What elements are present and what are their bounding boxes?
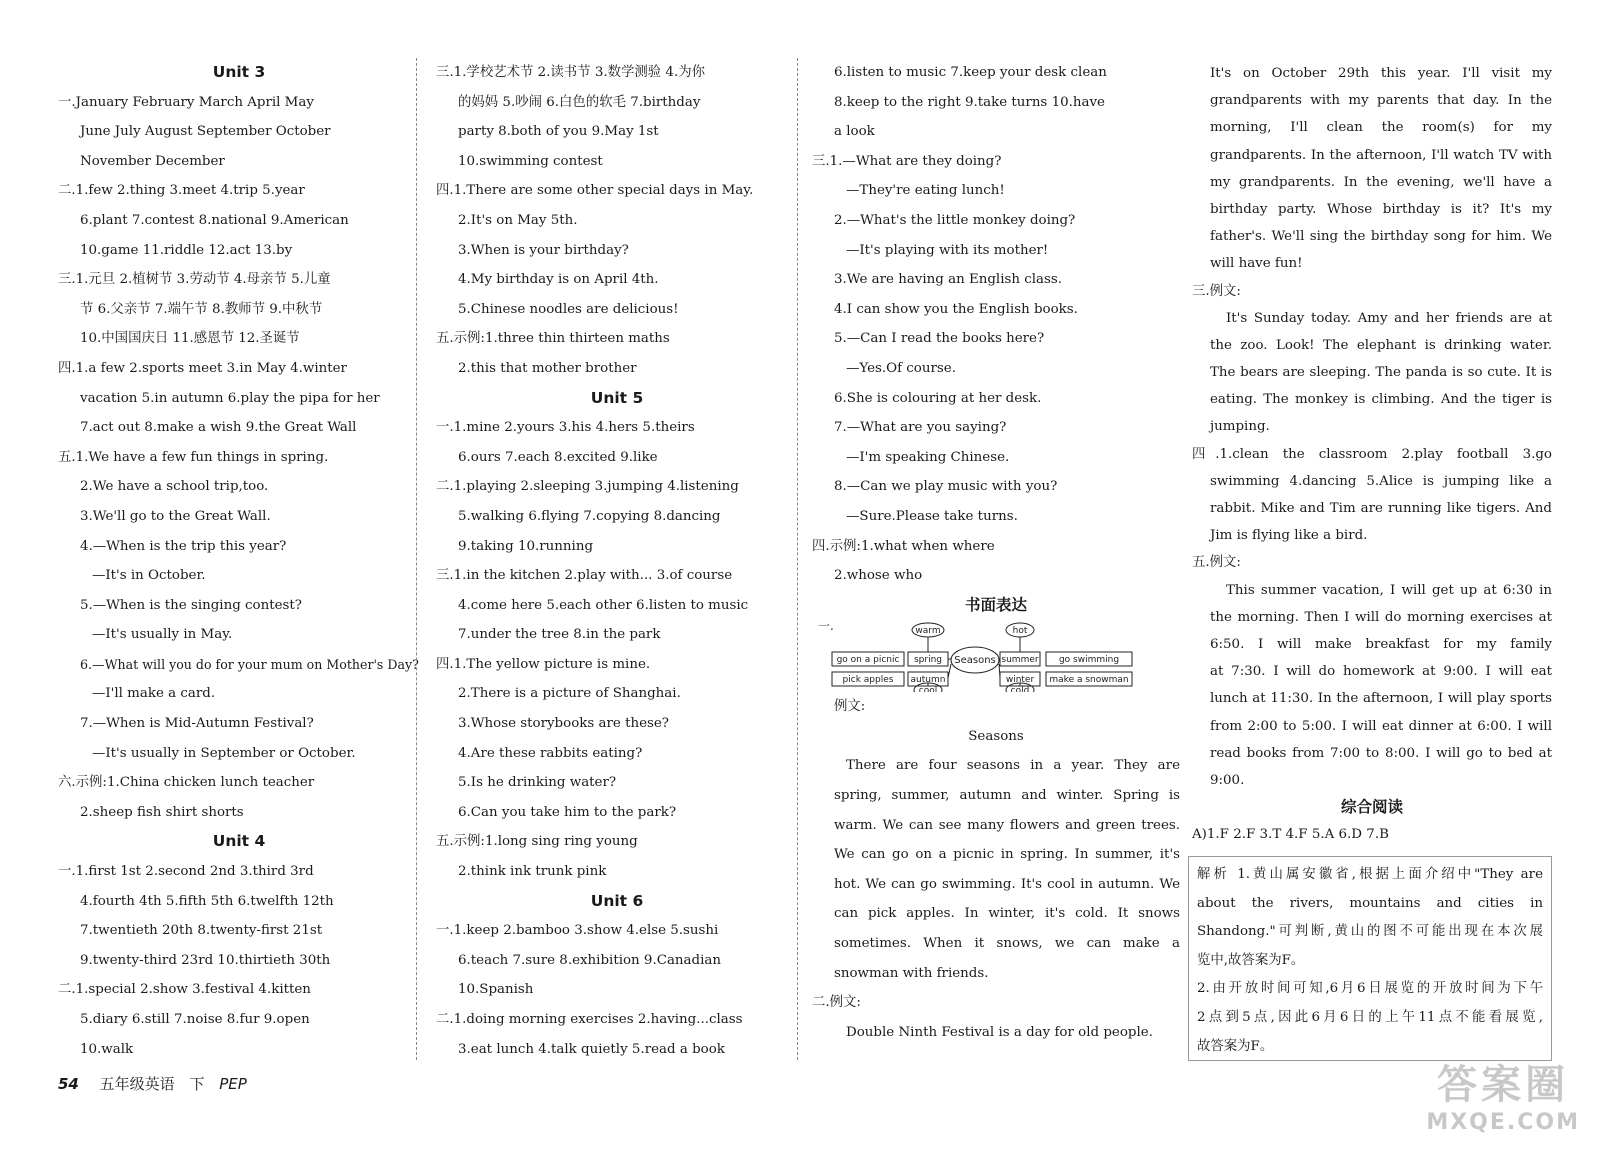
node-label: go swimming: [1058, 655, 1120, 666]
node-label: make a snowman: [1049, 675, 1129, 686]
answer-line: 四.1.There are some other special days in May.: [436, 183, 754, 199]
answer-line: 5.diary 6.still 7.noise 8.fur 9.open: [80, 1012, 310, 1027]
answer-line: 四.1.clean the classroom 2.play football 3.go: [1192, 446, 1552, 462]
column-1: [58, 58, 420, 1064]
node-label: autumn: [910, 675, 946, 686]
essay-line: father's. We'll sing the birthday song for him. We: [1210, 229, 1552, 245]
center-label: Seasons: [954, 655, 996, 667]
answer-line: Jim is flying like a bird.: [1210, 528, 1368, 544]
answer-line: 9.taking 10.running: [458, 538, 594, 554]
answer-line: 8.keep to the right 9.take turns 10.have: [834, 94, 1105, 110]
node-label: spring: [913, 655, 943, 666]
answer-line: 3.eat lunch 4.talk quietly 5.read a book: [458, 1041, 725, 1057]
answer-line: 8.—Can we play music with you?: [834, 479, 1058, 495]
answer-line: 4.fourth 4th 5.fifth 5th 6.twelfth 12th: [80, 893, 334, 909]
column-3: [812, 58, 1180, 1047]
answer-line: 6.listen to music 7.keep your desk clean: [834, 65, 1107, 80]
essay-line: The bears are sleeping. The panda is so cute. It is: [1210, 365, 1552, 381]
essay-line: 6:50. I will make breakfast for my family: [1210, 636, 1552, 652]
answer-line: 6.She is colouring at her desk.: [834, 390, 1042, 406]
answer-line: 二.1.playing 2.sleeping 3.jumping 4.listening: [436, 479, 739, 495]
answer-line: 10.中国国庆日 11.感恩节 12.圣诞节: [80, 331, 300, 347]
analysis-line: 2点到5点,因此6月6日的上午11点不能看展览,: [1197, 1009, 1543, 1025]
answer-line: 7.—What are you saying?: [834, 420, 1007, 436]
essay-line: morning, I'll clean the room(s) for my: [1210, 120, 1552, 136]
answer-line: —Sure.Please take turns.: [846, 508, 1018, 524]
unit-heading: Unit 5: [590, 388, 644, 407]
essay-line: This summer vacation, I will get up at 6:30 in: [1226, 582, 1552, 598]
answer-line: 5.—Can I read the books here?: [834, 331, 1045, 347]
essay-line: will have fun!: [1210, 256, 1303, 272]
answer-line: 10.swimming contest: [458, 153, 603, 169]
answer-line: November December: [80, 153, 225, 169]
book-title: 五年级英语: [99, 1075, 175, 1093]
essay-line: warm. We can see many flowers and green trees.: [834, 817, 1180, 833]
answer-line: —It's in October.: [92, 568, 206, 584]
answer-line: 五.示例:1.three thin thirteen maths: [436, 331, 670, 347]
answer-line: 5.Chinese noodles are delicious!: [458, 301, 679, 317]
answer-line: 四.1.a few 2.sports meet 3.in May 4.winter: [58, 360, 347, 376]
answer-line: 三.例文:: [1192, 283, 1241, 299]
answer-line: —Yes.Of course.: [846, 360, 956, 376]
column-2: [436, 58, 798, 1064]
answer-line: 6.plant 7.contest 8.national 9.American: [80, 212, 349, 228]
mind-map: [812, 620, 1180, 692]
essay-line: can pick apples. In winter, it's cold. It snows: [834, 906, 1180, 922]
answer-line: 2.think ink trunk pink: [458, 864, 607, 880]
node-label: cold: [1010, 686, 1030, 693]
unit-heading: Unit 4: [212, 832, 266, 851]
column-4: [1192, 60, 1552, 848]
answer-line: 6.Can you take him to the park?: [458, 804, 677, 820]
analysis-box: [1188, 856, 1552, 1061]
analysis-line: 解析 1.黄山属安徽省,根据上面介绍中"They are: [1197, 867, 1543, 882]
essay-line: the zoo. Look! The elephant is drinking water.: [1210, 337, 1552, 353]
answer-line: 3.Whose storybooks are these?: [458, 716, 669, 732]
essay-line: spring, summer, autumn and winter. Spring is: [834, 788, 1180, 804]
essay-line: grandparents. In the afternoon, I'll watch TV with: [1210, 147, 1552, 163]
essay-title: Seasons: [968, 728, 1024, 744]
answer-line: 一.1.mine 2.yours 3.his 4.hers 5.theirs: [436, 420, 695, 436]
answer-line: —It's playing with its mother!: [846, 242, 1049, 258]
answer-line: 2.sheep fish shirt shorts: [80, 804, 244, 820]
answer-line: rabbit. Mike and Tim are running like tigers. And: [1210, 501, 1552, 516]
column-divider: [416, 58, 417, 1060]
page-footer: [58, 1073, 247, 1094]
answer-line: 2.It's on May 5th.: [458, 212, 578, 228]
answer-line: 6.ours 7.each 8.excited 9.like: [458, 449, 658, 465]
answer-line: 10.game 11.riddle 12.act 13.by: [80, 242, 293, 258]
answer-line: 5.Is he drinking water?: [458, 775, 617, 791]
essay-line: grandparents with my parents that day. In the: [1210, 93, 1552, 109]
answer-line: 5.walking 6.flying 7.copying 8.dancing: [458, 508, 721, 524]
answer-line: 7.—When is Mid-Autumn Festival?: [80, 716, 314, 732]
answer-line: 7.twentieth 20th 8.twenty-first 21st: [80, 923, 323, 939]
answer-line: 4.Are these rabbits eating?: [458, 745, 643, 761]
watermark-logo: 答案圈: [1437, 1062, 1570, 1108]
answer-line: 二.例文:: [812, 995, 861, 1011]
essay-line: It's on October 29th this year. I'll visit my: [1210, 66, 1552, 81]
answer-line: —They're eating lunch!: [846, 183, 1005, 199]
answer-line: 3.When is your birthday?: [458, 242, 629, 258]
answer-line: —I'm speaking Chinese.: [846, 449, 1010, 465]
section-heading: 综合阅读: [1340, 798, 1403, 817]
answer-line: 7.under the tree 8.in the park: [458, 627, 661, 643]
answer-line: 二.1.few 2.thing 3.meet 4.trip 5.year: [58, 183, 305, 199]
essay-line: sometimes. When it snows, we can make a: [834, 936, 1180, 952]
answer-line: 3.We are having an English class.: [834, 272, 1063, 288]
answer-line: 三.1.in the kitchen 2.play with... 3.of course: [436, 568, 733, 584]
answer-line: 10.Spanish: [458, 982, 534, 998]
essay-line: snowman with friends.: [834, 965, 989, 981]
essay-line: lunch at 11:30. In the afternoon, I will play sports: [1210, 691, 1552, 707]
essay-line: the morning. Then I will do morning exercises at: [1210, 609, 1552, 625]
essay-line: read books from 7:00 to 8:00. I will go to bed at: [1210, 745, 1552, 761]
page-number: 54: [58, 1075, 79, 1093]
answer-line: a look: [834, 124, 875, 140]
answer-line: 5.—When is the singing contest?: [80, 597, 302, 613]
node-label: hot: [1012, 626, 1028, 637]
essay-line: birthday party. Whose birthday is it? It's my: [1210, 201, 1552, 217]
answer-line: —It's usually in May.: [92, 627, 233, 643]
essay-line: Double Ninth Festival is a day for old people.: [846, 1024, 1153, 1040]
book-edition: PEP: [219, 1075, 247, 1093]
answer-line: 7.act out 8.make a wish 9.the Great Wall: [80, 420, 357, 436]
answer-line: 6.teach 7.sure 8.exhibition 9.Canadian: [458, 952, 721, 968]
analysis-line: 览中,故答案为F。: [1197, 952, 1305, 968]
answer-line: 2.whose who: [834, 568, 923, 584]
analysis-line: Shandong."可判断,黄山的图不可能出现在本次展: [1197, 924, 1543, 940]
answer-line: 五.示例:1.long sing ring young: [436, 834, 638, 850]
answer-line: 9.twenty-third 23rd 10.thirtieth 30th: [80, 952, 331, 968]
answer-line: 三.1.学校艺术节 2.读书节 3.数学测验 4.为你: [436, 65, 705, 80]
answer-line: 二.1.doing morning exercises 2.having...class: [436, 1012, 743, 1027]
answer-line: 一.January February March April May: [58, 94, 314, 110]
answer-line: 2.this that mother brother: [458, 360, 637, 376]
section-heading: 书面表达: [964, 595, 1027, 614]
analysis-line: 2.由开放时间可知,6月6日展览的开放时间为下午: [1197, 981, 1543, 997]
analysis-line: about the rivers, mountains and cities in: [1197, 895, 1543, 911]
essay-line: We can go on a picnic in spring. In summer, it's: [834, 847, 1180, 863]
answer-line: 三.1.元旦 2.植树节 3.劳动节 4.母亲节 5.儿童: [58, 272, 331, 288]
essay-line: at 7:30. I will do homework at 9:00. I will eat: [1210, 664, 1552, 680]
answer-line: 2.There is a picture of Shanghai.: [458, 686, 681, 702]
answer-line: 一.1.first 1st 2.second 2nd 3.third 3rd: [58, 864, 314, 880]
answer-line: 10.walk: [80, 1041, 134, 1057]
answer-line: 2.—What's the little monkey doing?: [834, 212, 1076, 228]
node-label: summer: [1001, 655, 1039, 666]
answer-line: 4.come here 5.each other 6.listen to music: [458, 597, 749, 613]
answer-line: —I'll make a card.: [92, 686, 216, 702]
essay-line: hot. We can go swimming. It's cool in autumn. We: [834, 876, 1180, 892]
answer-line: 3.We'll go to the Great Wall.: [80, 508, 271, 524]
answer-line: 节 6.父亲节 7.端午节 8.教师节 9.中秋节: [80, 301, 323, 317]
node-label: winter: [1005, 675, 1035, 686]
essay-line: my grandparents. In the evening, we'll have a: [1210, 174, 1552, 190]
analysis-line: 故答案为F。: [1197, 1038, 1274, 1054]
essay-line: 9:00.: [1210, 772, 1245, 788]
essay-line: jumping.: [1210, 419, 1270, 435]
answer-line: 五.例文:: [1192, 555, 1241, 571]
node-label: warm: [915, 626, 941, 637]
answer-line: party 8.both of you 9.May 1st: [458, 124, 659, 140]
answer-line: 二.1.special 2.show 3.festival 4.kitten: [58, 982, 311, 998]
unit-heading: Unit 3: [212, 63, 266, 81]
node-label: cool: [918, 686, 938, 693]
watermark: [1426, 1053, 1580, 1135]
diagram-label: 一.: [818, 620, 834, 634]
answer-line: 五.1.We have a few fun things in spring.: [58, 449, 329, 465]
essay-line: from 2:00 to 5:00. I will eat dinner at 6:00. I will: [1210, 718, 1552, 734]
essay-line: eating. The monkey is climbing. And the tiger is: [1210, 392, 1552, 408]
answer-line: 一.1.keep 2.bamboo 3.show 4.else 5.sushi: [436, 923, 719, 939]
answer-line: 4.My birthday is on April 4th.: [458, 272, 659, 288]
answer-line: swimming 4.dancing 5.Alice is jumping like a: [1210, 473, 1552, 489]
answer-line: —It's usually in September or October.: [92, 745, 356, 761]
essay-line: There are four seasons in a year. They are: [846, 758, 1180, 774]
answer-line: 的妈妈 5.吵闹 6.白色的软毛 7.birthday: [458, 94, 701, 110]
node-label: pick apples: [842, 675, 894, 686]
answer-line: 四.示例:1.what when where: [812, 538, 995, 554]
answer-line: 6.—What will you do for your mum on Mother's Day?: [80, 656, 419, 672]
node-label: go on a picnic: [836, 655, 900, 666]
essay-line: It's Sunday today. Amy and her friends are at: [1226, 310, 1552, 326]
answer-line: June July August September October: [80, 124, 331, 140]
answer-line: 4.I can show you the English books.: [834, 301, 1078, 317]
book-volume: 下: [189, 1075, 205, 1093]
answer-line: 2.We have a school trip,too.: [80, 479, 269, 495]
answer-line: 三.1.—What are they doing?: [812, 153, 1002, 169]
column-divider: [797, 58, 798, 1060]
watermark-url: MXQE.COM: [1426, 1110, 1580, 1135]
answer-line: 六.示例:1.China chicken lunch teacher: [58, 775, 315, 791]
answer-line: vacation 5.in autumn 6.play the pipa for her: [80, 390, 380, 406]
answer-line: 四.1.The yellow picture is mine.: [436, 656, 651, 672]
unit-heading: Unit 6: [590, 891, 644, 910]
answer-line: A)1.F 2.F 3.T 4.F 5.A 6.D 7.B: [1192, 827, 1389, 843]
answer-line: 例文:: [834, 699, 866, 715]
answer-line: 4.—When is the trip this year?: [80, 538, 287, 554]
